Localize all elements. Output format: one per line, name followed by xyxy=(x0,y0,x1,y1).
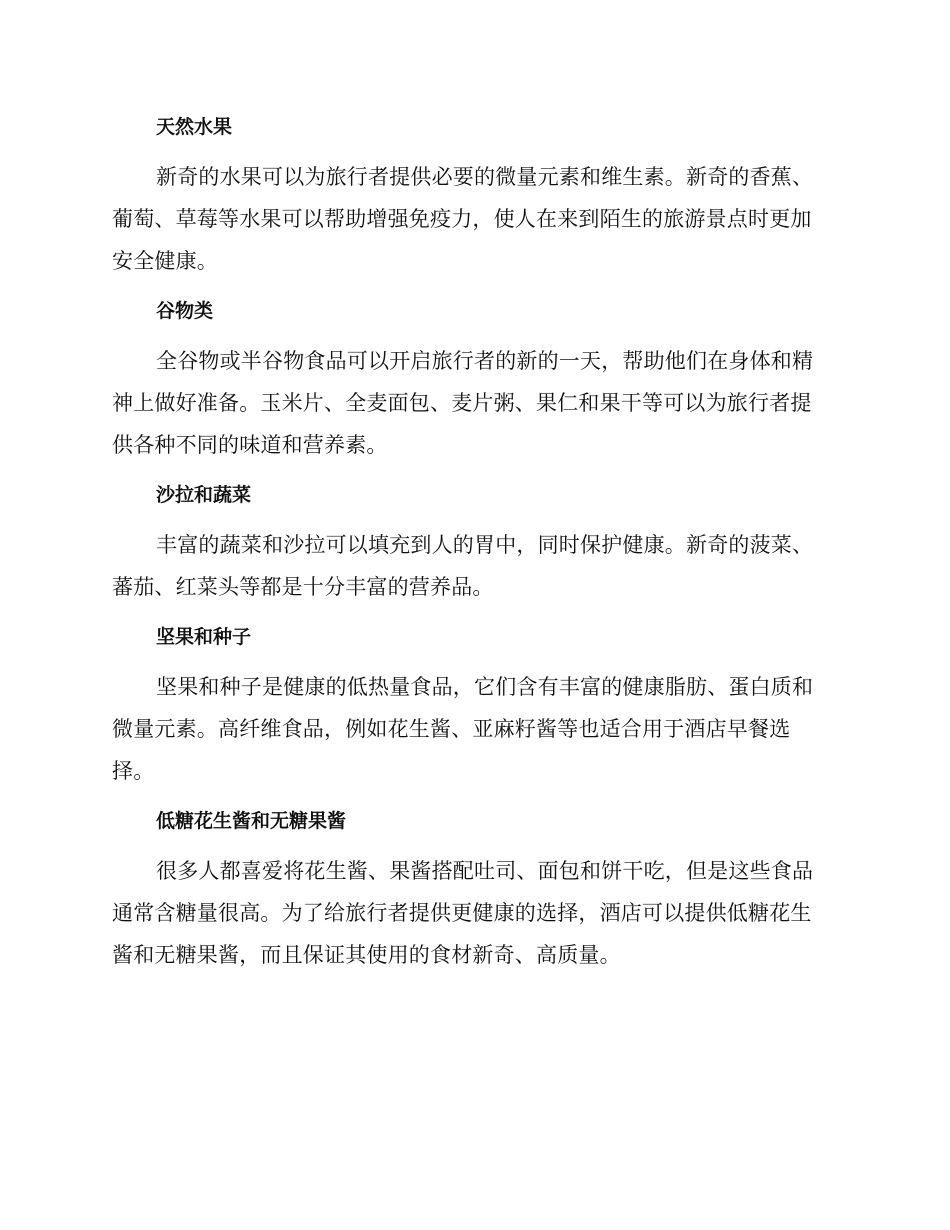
section-body-salad: 丰富的蔬菜和沙拉可以填充到人的胃中，同时保护健康。新奇的菠菜、蕃茄、红菜头等都是十分丰富的营养品。 xyxy=(112,533,814,599)
section-body-spreads: 很多人都喜爱将花生酱、果酱搭配吐司、面包和饼干吃，但是这些食品通常含糖量很高。为了给旅行者提供更健康的选择，酒店可以提供低糖花生酱和无糖果酱，而且保证其使用的食材新奇、高质量。 xyxy=(112,859,814,967)
section-body-nuts: 坚果和种子是健康的低热量食品，它们含有丰富的健康脂肪、蛋白质和微量元素。高纤维食品，例如花生酱、亚麻籽酱等也适合用于酒店早餐选择。 xyxy=(112,675,814,783)
document-content xyxy=(112,108,832,986)
section-heading-salad: 沙拉和蔬菜 xyxy=(156,484,252,506)
section-heading-fruit: 天然水果 xyxy=(156,116,233,138)
section-body-grains: 全谷物或半谷物食品可以开启旅行者的新的一天，帮助他们在身体和精神上做好准备。玉米片、全麦面包、麦片粥、果仁和果干等可以为旅行者提供各种不同的味道和营养素。 xyxy=(112,349,814,457)
section-body-fruit: 新奇的水果可以为旅行者提供必要的微量元素和维生素。新奇的香蕉、葡萄、草莓等水果可以帮助增强免疫力，使人在来到陌生的旅游景点时更加安全健康。 xyxy=(112,165,814,273)
section-heading-grains: 谷物类 xyxy=(156,300,214,322)
section-heading-nuts: 坚果和种子 xyxy=(156,626,252,648)
section-heading-spreads: 低糖花生酱和无糖果酱 xyxy=(156,810,347,832)
